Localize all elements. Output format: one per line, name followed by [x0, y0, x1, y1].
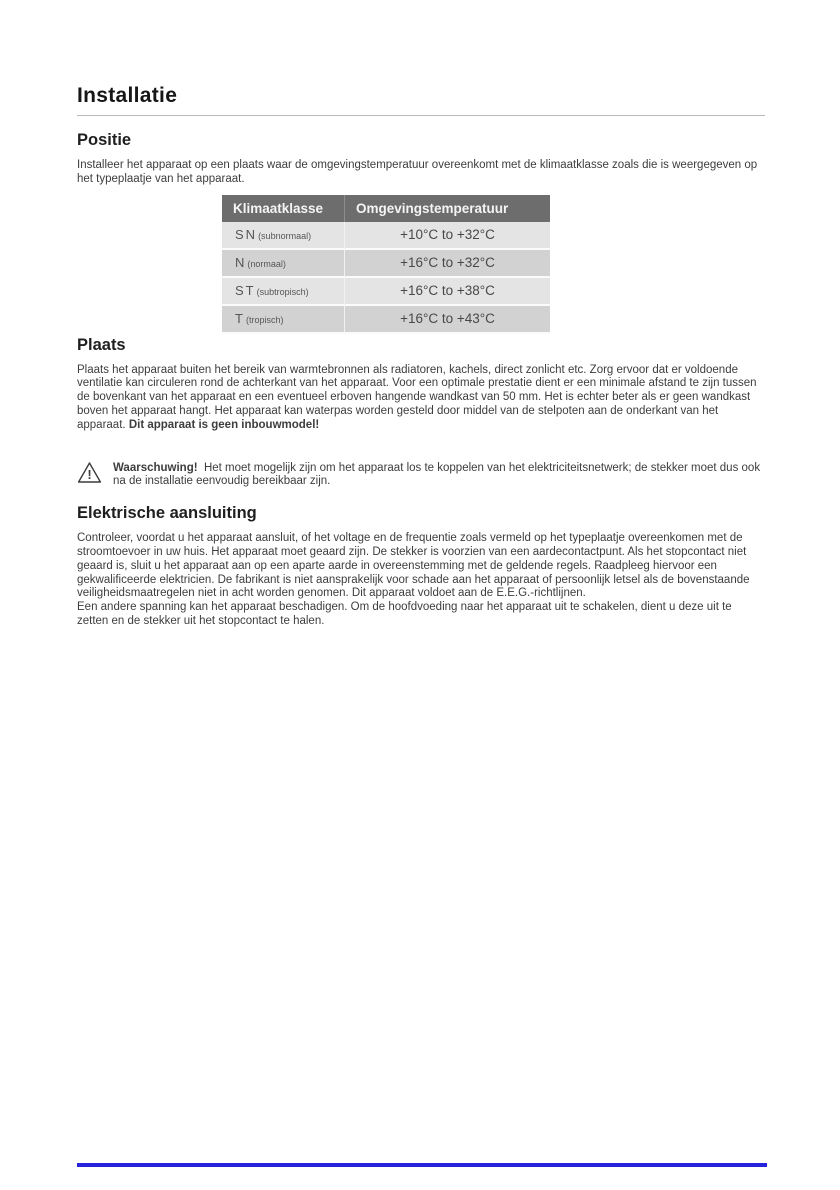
warning-paragraph — [113, 462, 765, 490]
title-divider — [77, 115, 765, 116]
table-header-row — [222, 195, 550, 222]
table-header-klimaatklasse: Klimaatklasse — [222, 195, 344, 222]
table-row — [222, 278, 550, 306]
page-content — [77, 84, 765, 629]
class-label: (normaal) — [247, 258, 286, 269]
table-row — [222, 222, 550, 250]
climate-class-cell — [222, 222, 344, 250]
table-row — [222, 250, 550, 278]
temperature-cell: +16°C to +32°C — [344, 250, 550, 278]
warning-block — [77, 460, 765, 490]
table-header-omgevingstemperatuur: Omgevingstemperatuur — [344, 195, 550, 222]
climate-class-cell — [222, 306, 344, 334]
warning-icon — [77, 460, 102, 489]
section-heading-plaats: Plaats — [77, 335, 126, 354]
plaats-paragraph — [77, 364, 765, 433]
class-label: (subtropisch) — [256, 286, 309, 297]
elektrisch-paragraph-2: Een andere spanning kan het apparaat beschadigen. Om de hoofdvoeding naar het apparaat uit te schakelen, dient u deze uit te zetten en de stekker uit het stopcontact te halen. — [77, 601, 732, 627]
page-title: Installatie — [77, 84, 178, 107]
plaats-text: Plaats het apparaat buiten het bereik van warmtebronnen als radiatoren, kachels, direct zonlicht etc. Zorg ervoor dat er voldoende ventilatie kan circuleren rond de achterkant van het apparaat. Voor een optimale prestatie dient er een minimale afstand te zijn tussen de bovenkant van het apparaat en een eventueel erboven hangende wandkast van 50 mm. Het is echter beter als er geen wandkast boven het apparaat hangt. Het apparaat kan waterpas worden gesteld door middel van de stelpoten aan de onderkant van het apparaat. — [77, 363, 757, 431]
warning-label: Waarschuwing! — [113, 461, 198, 474]
section-heading-elektrische-aansluiting: Elektrische aansluiting — [77, 504, 257, 523]
class-code: T — [235, 310, 245, 326]
section-heading-positie: Positie — [77, 131, 132, 149]
temperature-cell: +16°C to +43°C — [344, 306, 550, 334]
climate-class-table — [222, 195, 550, 334]
class-label: (tropisch) — [245, 314, 284, 325]
positie-paragraph: Installeer het apparaat op een plaats waar de omgevingstemperatuur overeenkomt met de klimaatklasse zoals die is weergegeven op het typeplaatje van het apparaat. — [77, 159, 758, 185]
footer-rule — [77, 1163, 767, 1167]
temperature-cell: +10°C to +32°C — [344, 222, 550, 250]
warning-text: Het moet mogelijk zijn om het apparaat los te koppelen van het elektriciteitsnetwerk; de stekker moet dus ook na de installatie eenvoudig bereikbaar zijn. — [113, 461, 761, 488]
table-row — [222, 306, 550, 334]
class-label: (subnormaal) — [258, 230, 312, 241]
climate-class-cell — [222, 278, 344, 306]
climate-class-cell — [222, 250, 344, 278]
temperature-cell: +16°C to +38°C — [344, 278, 550, 306]
class-code: ST — [235, 282, 256, 298]
plaats-bold-note: Dit apparaat is geen inbouwmodel! — [128, 418, 320, 431]
class-code: SN — [235, 226, 258, 242]
elektrisch-paragraph: Controleer, voordat u het apparaat aansluit, of het voltage en de frequentie zoals vermeld op het typeplaatje overeenkomen met de stroomtoevoer in uw huis. Het apparaat moet geaard zijn. De stekker is voorzien van een aardecontactpunt. Als het stopcontact niet geaard is, sluit u het apparaat aan op een aparte aarde in overeenstemming met de geldende regels. Raadpleeg hiervoor een gekwalificeerde elektricien. De fabrikant is niet aansprakelijk voor schade aan het apparaat of persoonlijk letsel als de bovenstaande veiligheidsmaatregelen niet in acht worden genomen. Dit apparaat voldoet aan de E.E.G.-richtlijnen. — [77, 532, 750, 600]
class-code: N — [235, 254, 247, 270]
svg-text:!: ! — [87, 466, 92, 482]
